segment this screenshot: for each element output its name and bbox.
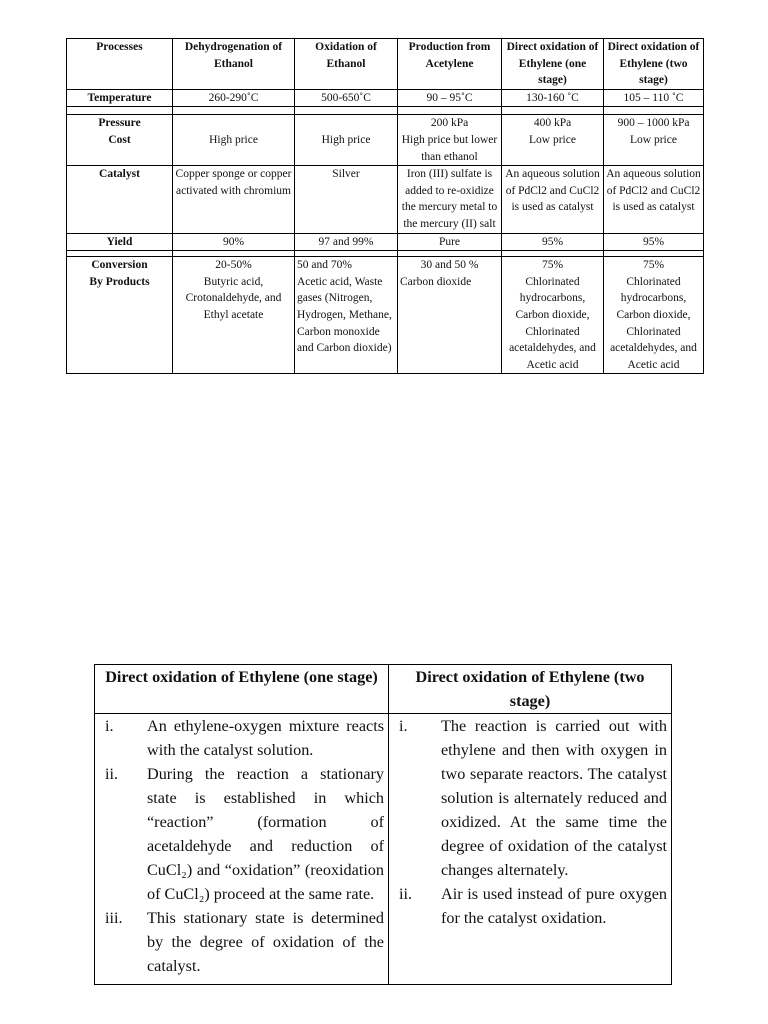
- one-stage-list: [99, 714, 384, 978]
- list-item: [393, 882, 667, 930]
- header-cell: Oxidation of Ethanol: [295, 39, 398, 90]
- row-label: Yield: [67, 233, 173, 251]
- table-cell: 75%: [502, 257, 604, 274]
- list-text: Air is used instead of pure oxygen for the catalyst oxidation.: [441, 885, 667, 927]
- table-row: [67, 233, 704, 251]
- table-cell: High price but lower than ethanol: [398, 132, 502, 166]
- header-cell: Direct oxidation of Ethylene (two stage): [389, 665, 672, 714]
- table-cell: 30 and 50 %: [398, 257, 502, 274]
- table-cell: 95%: [604, 233, 704, 251]
- list-item: [99, 714, 384, 762]
- table-row: [67, 166, 704, 233]
- table-cell: 20-50%: [173, 257, 295, 274]
- table-cell: Silver: [295, 166, 398, 233]
- table-cell: Butyric acid, Crotonaldehyde, and Ethyl acetate: [173, 274, 295, 374]
- table-cell: Iron (III) sulfate is added to re-oxidize the mercury metal to the mercury (II) salt: [398, 166, 502, 233]
- list-item: [393, 714, 667, 882]
- ethylene-oxidation-comparison-table: [94, 664, 672, 985]
- table-cell: 95%: [502, 233, 604, 251]
- row-label: Pressure: [67, 115, 173, 132]
- row-label: Conversion: [67, 257, 173, 274]
- row-label: Temperature: [67, 89, 173, 107]
- list-number: ii.: [399, 885, 413, 903]
- row-label: Cost: [67, 132, 173, 166]
- list-number: ii.: [105, 765, 119, 783]
- header-cell: Direct oxidation of Ethylene (two stage): [604, 39, 704, 90]
- row-label: By Products: [67, 274, 173, 374]
- header-row: [67, 39, 704, 90]
- table-row: [67, 274, 704, 374]
- row-label: Catalyst: [67, 166, 173, 233]
- table-cell: 400 kPa: [502, 115, 604, 132]
- list-text: This stationary state is determined by the degree of oxidation of the catalyst.: [147, 909, 384, 975]
- list-text: An ethylene-oxygen mixture reacts with the catalyst solution.: [147, 717, 384, 759]
- table-cell: Low price: [502, 132, 604, 166]
- table-cell: High price: [173, 132, 295, 166]
- list-item: [99, 762, 384, 906]
- table-cell: [295, 115, 398, 132]
- header-cell: Production from Acetylene: [398, 39, 502, 90]
- table-cell: 75%: [604, 257, 704, 274]
- table-cell: Low price: [604, 132, 704, 166]
- table-cell: Pure: [398, 233, 502, 251]
- table-cell: Chlorinated hydrocarbons, Carbon dioxide, Chlorinated acetaldehydes, and Acetic acid: [502, 274, 604, 374]
- table-cell: Carbon dioxide: [398, 274, 502, 374]
- table-cell: An aqueous solution of PdCl2 and CuCl2 is used as catalyst: [604, 166, 704, 233]
- table-cell: 200 kPa: [398, 115, 502, 132]
- two-stage-list: [393, 714, 667, 930]
- one-stage-cell: [95, 714, 389, 985]
- header-cell: Dehydrogenation of Ethanol: [173, 39, 295, 90]
- process-comparison-table: [66, 38, 704, 374]
- header-cell: Direct oxidation of Ethylene (one stage): [502, 39, 604, 90]
- list-text: The reaction is carried out with ethylene and then with oxygen in two separate reactors. The catalyst solution is alternately reduced and oxidized. At the same time the degree of oxidation of the catalyst changes alternately.: [441, 717, 667, 879]
- two-stage-cell: [389, 714, 672, 985]
- spacer-row: [67, 107, 704, 115]
- header-cell: Processes: [67, 39, 173, 90]
- table-cell: Acetic acid, Waste gases (Nitrogen, Hydrogen, Methane, Carbon monoxide and Carbon dioxide): [295, 274, 398, 374]
- table-cell: An aqueous solution of PdCl2 and CuCl2 is used as catalyst: [502, 166, 604, 233]
- table-cell: 50 and 70%: [295, 257, 398, 274]
- list-number: i.: [105, 717, 114, 735]
- header-cell: Direct oxidation of Ethylene (one stage): [95, 665, 389, 714]
- list-number: iii.: [105, 909, 123, 927]
- table-cell: 900 – 1000 kPa: [604, 115, 704, 132]
- table-cell: 130-160 ˚C: [502, 89, 604, 107]
- table-row: [67, 257, 704, 274]
- table-row: [67, 115, 704, 132]
- table-cell: 500-650˚C: [295, 89, 398, 107]
- list-item: [99, 906, 384, 978]
- list-text: During the reaction a stationary state is established in which “reaction” (formation of acetaldehyde and reduction of CuCl₂) and “oxidation” (reoxidation of CuCl₂) proceed at the same rate.: [147, 765, 384, 903]
- header-row: [95, 665, 672, 714]
- table-cell: 90 – 95˚C: [398, 89, 502, 107]
- list-number: i.: [399, 717, 408, 735]
- table-cell: High price: [295, 132, 398, 166]
- table-row: [67, 132, 704, 166]
- table-cell: Chlorinated hydrocarbons, Carbon dioxide, Chlorinated acetaldehydes, and Acetic acid: [604, 274, 704, 374]
- table-cell: [173, 115, 295, 132]
- table-cell: 105 – 110 ˚C: [604, 89, 704, 107]
- table-row: [67, 89, 704, 107]
- table-cell: 260-290˚C: [173, 89, 295, 107]
- table-cell: Copper sponge or copper activated with chromium: [173, 166, 295, 233]
- table-cell: 90%: [173, 233, 295, 251]
- table-cell: 97 and 99%: [295, 233, 398, 251]
- table-row: [95, 714, 672, 985]
